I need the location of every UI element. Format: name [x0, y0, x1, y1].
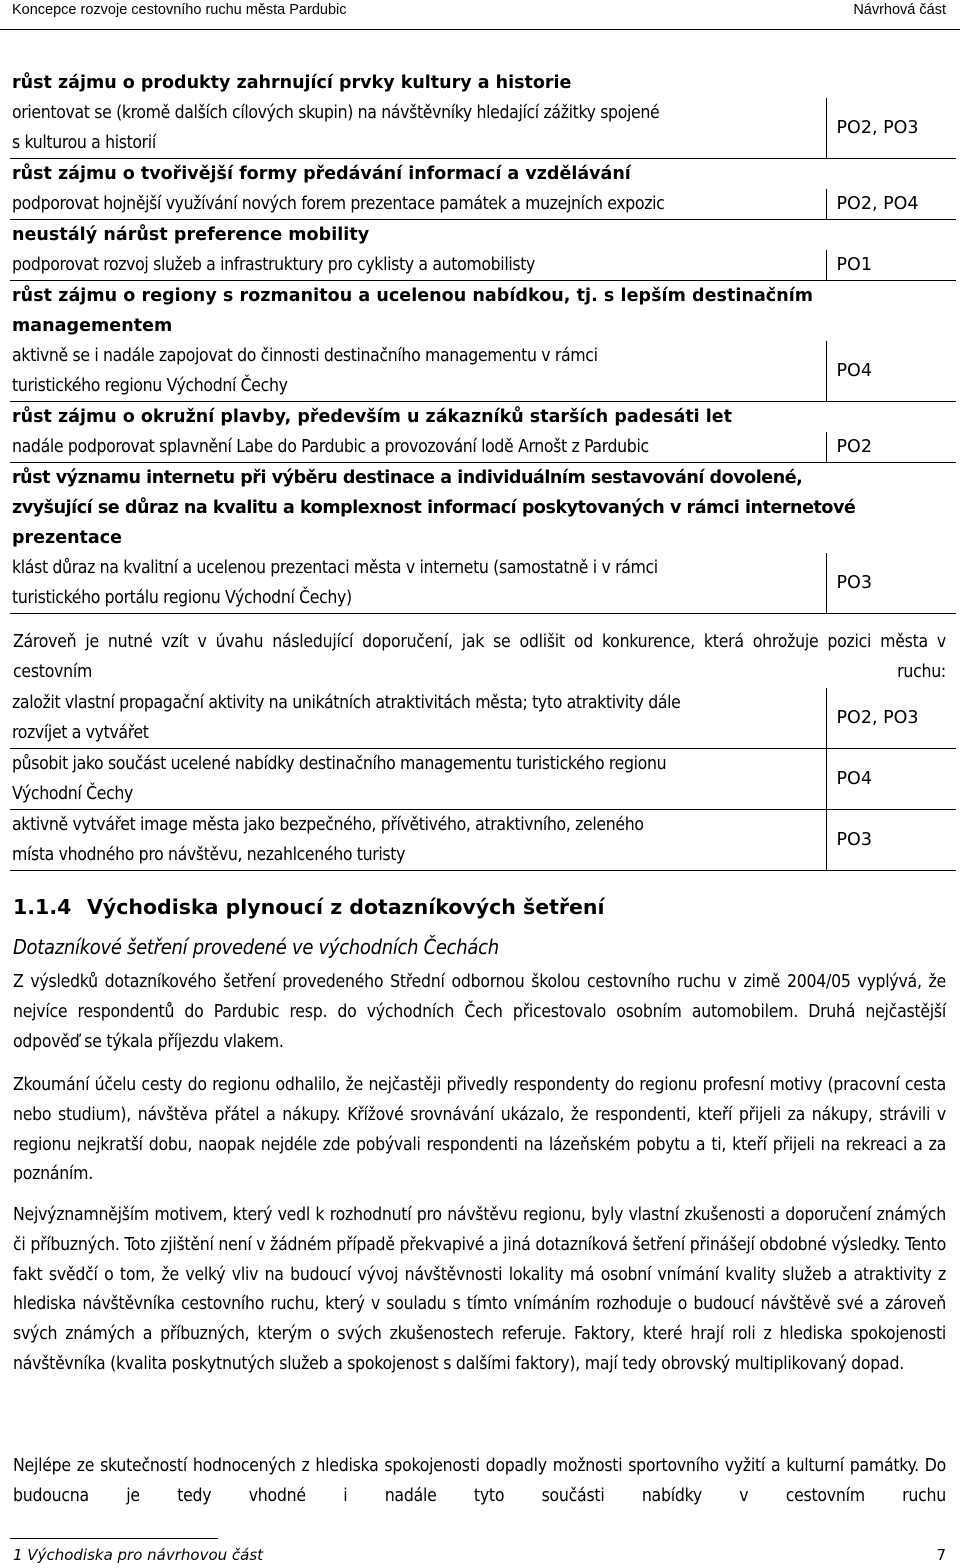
page-number: 7 [936, 1546, 946, 1564]
priority-code: PO4 [826, 749, 956, 810]
trend-heading: neustálý nárůst preference mobility [12, 225, 370, 245]
trend-heading: růst zájmu o okružní plavby, především u zákazníků starších padesáti let [12, 407, 733, 427]
recommendation-text: turistického portálu regionu Východní Čechy) [10, 583, 826, 614]
table-row [10, 718, 956, 749]
recommendation-text: orientovat se (kromě dalších cílových skupin) na návštěvníky hledající zážitky spojené [12, 103, 660, 123]
priority-code: PO2, PO4 [826, 189, 956, 220]
recommendation-text: turistického regionu Východní Čechy [10, 371, 826, 402]
trend-heading-continued: prezentace [12, 528, 122, 548]
table-row [10, 341, 956, 371]
recommendation-text: působit jako součást ucelené nabídky destinačního managementu turistického regionu [12, 754, 667, 774]
table-row [10, 779, 956, 810]
table-row [10, 493, 956, 523]
recommendation-text: založit vlastní propagační aktivity na unikátních atraktivitách města; tyto atraktivity dále [12, 693, 681, 713]
table-row [10, 523, 956, 553]
trend-recommendation-table [10, 68, 956, 614]
intro-paragraph: Zároveň je nutné vzít v úvahu následující doporučení, jak se odlišit od konkurence, která ohrožuje pozici města v cestovním ruchu: [13, 632, 946, 682]
priority-code: PO4 [826, 341, 956, 402]
priority-code: PO2, PO3 [826, 98, 956, 159]
table-row [10, 749, 956, 780]
section-title: Východiska plynoucí z dotazníkových šetření [87, 895, 605, 919]
table-row [10, 402, 956, 433]
priority-code: PO3 [826, 810, 956, 871]
table-row [10, 463, 956, 494]
table-row [10, 281, 956, 312]
priority-code: PO1 [826, 250, 956, 281]
table-row [10, 68, 956, 98]
competition-recommendation-table [10, 688, 956, 871]
table-row [10, 98, 956, 128]
recommendation-text: aktivně vytvářet image města jako bezpečného, přívětivého, atraktivního, zeleného [12, 815, 644, 835]
recommendation-text: aktivně se i nadále zapojovat do činnosti destinačního managementu v rámci [12, 346, 598, 366]
trend-heading: růst významu internetu při výběru destinace a individuálním sestavování dovolené, [12, 468, 803, 488]
section-number: 1.1.4 [13, 895, 72, 919]
header-document-title: Koncepce rozvoje cestovního ruchu města Pardubic [12, 2, 347, 18]
table-row [10, 583, 956, 614]
table-row [10, 688, 956, 718]
body-paragraph: Nejlépe ze skutečností hodnocených z hlediska spokojenosti dopadly možnosti sportovního vyžití a kulturní památky. Do budoucna je tedy vhodné i nadále tyto součásti nabídky v cestovním ruchu [13, 1456, 946, 1506]
table-row [10, 250, 956, 281]
footer-chapter: 1 Východiska pro návrhovou část [13, 1546, 264, 1564]
recommendation-text: s kulturou a historií [10, 128, 826, 159]
page-header [0, 0, 960, 30]
trend-heading: růst zájmu o regiony s rozmanitou a ucelenou nabídkou, tj. s lepším destinačním [12, 286, 814, 306]
section-heading [13, 895, 605, 919]
recommendation-text: Východní Čechy [10, 779, 826, 810]
table-row [10, 810, 956, 841]
priority-code: PO3 [826, 553, 956, 614]
recommendation-text: klást důraz na kvalitní a ucelenou prezentaci města v internetu (samostatně i v rámci [12, 558, 658, 578]
table-row [10, 189, 956, 220]
table-row [10, 220, 956, 251]
table-row [10, 553, 956, 583]
trend-heading-continued: managementem [12, 316, 173, 336]
header-section-title: Návrhová část [853, 2, 946, 18]
footer-divider [10, 1538, 218, 1539]
recommendation-text: rozvíjet a vytvářet [10, 718, 826, 749]
table-row [10, 159, 956, 190]
table-row [10, 840, 956, 871]
table-row [10, 311, 956, 341]
body-paragraph: Z výsledků dotazníkového šetření provedeného Střední odbornou školou cestovního ruchu v zimě 2004/05 vyplývá, že nejvíce respondentů do Pardubic resp. do východních Čech přicestovalo osobním automobilem. Druhá nejčastější odpověď se týkala příjezdu vlakem. [13, 972, 946, 1052]
trend-heading: růst zájmu o produkty zahrnující prvky kultury a historie [12, 73, 572, 93]
table-row [10, 371, 956, 402]
recommendation-text: podporovat hojnější využívání nových forem prezentace památek a muzejních expozic [10, 189, 826, 220]
priority-code: PO2 [826, 432, 956, 463]
body-paragraph: Nejvýznamnějším motivem, který vedl k rozhodnutí pro návštěvu regionu, byly vlastní zkušenosti a doporučení známých či příbuzných. Toto zjištění není v žádném případě překvapivé a jiná dotazníková šetření přinášejí obdobné výsledky. Tento fakt svědčí o tom, že velký vliv na budoucí vývoj návštěvnosti lokality má osobní vnímání kvality služeb a atraktivity z hlediska návštěvníka cestovního ruchu, který v souladu s tímto vnímáním rozhoduje o budoucí návštěvě své a zároveň svých známých a příbuzných, kterým o svých zkušenostech referuje. Faktory, které hrají roli z hlediska spokojenosti návštěvníka (kvalita poskytnutých služeb a spokojenost s dalšími faktory), mají tedy obrovský multiplikovaný dopad. [13, 1205, 946, 1374]
body-paragraph: Zkoumání účelu cesty do regionu odhalilo, že nejčastěji přivedly respondenty do regionu profesní motivy (pracovní cesta nebo studium), návštěva přátel a nákupy. Křížové srovnávání ukázalo, že respondenti, kteří přijeli za nákupy, strávili v regionu nejkratší dobu, naopak nejdéle zde pobývali respondenti na lázeňském pobytu a ti, kteří přijeli na rekreaci a za poznáním. [13, 1075, 946, 1185]
table-row [10, 128, 956, 159]
recommendation-text: nadále podporovat splavnění Labe do Pardubic a provozování lodě Arnošt z Pardubic [10, 432, 826, 463]
priority-code: PO2, PO3 [826, 688, 956, 749]
recommendation-text: podporovat rozvoj služeb a infrastruktury pro cyklisty a automobilisty [10, 250, 826, 281]
section-subtitle: Dotazníkové šetření provedené ve východních Čechách [13, 935, 499, 959]
recommendation-text: místa vhodného pro návštěvu, nezahlceného turisty [10, 840, 826, 871]
trend-heading-continued: zvyšující se důraz na kvalitu a komplexnost informací poskytovaných v rámci internetové [12, 498, 856, 518]
trend-heading: růst zájmu o tvořivější formy předávání informací a vzdělávání [12, 164, 631, 184]
table-row [10, 432, 956, 463]
